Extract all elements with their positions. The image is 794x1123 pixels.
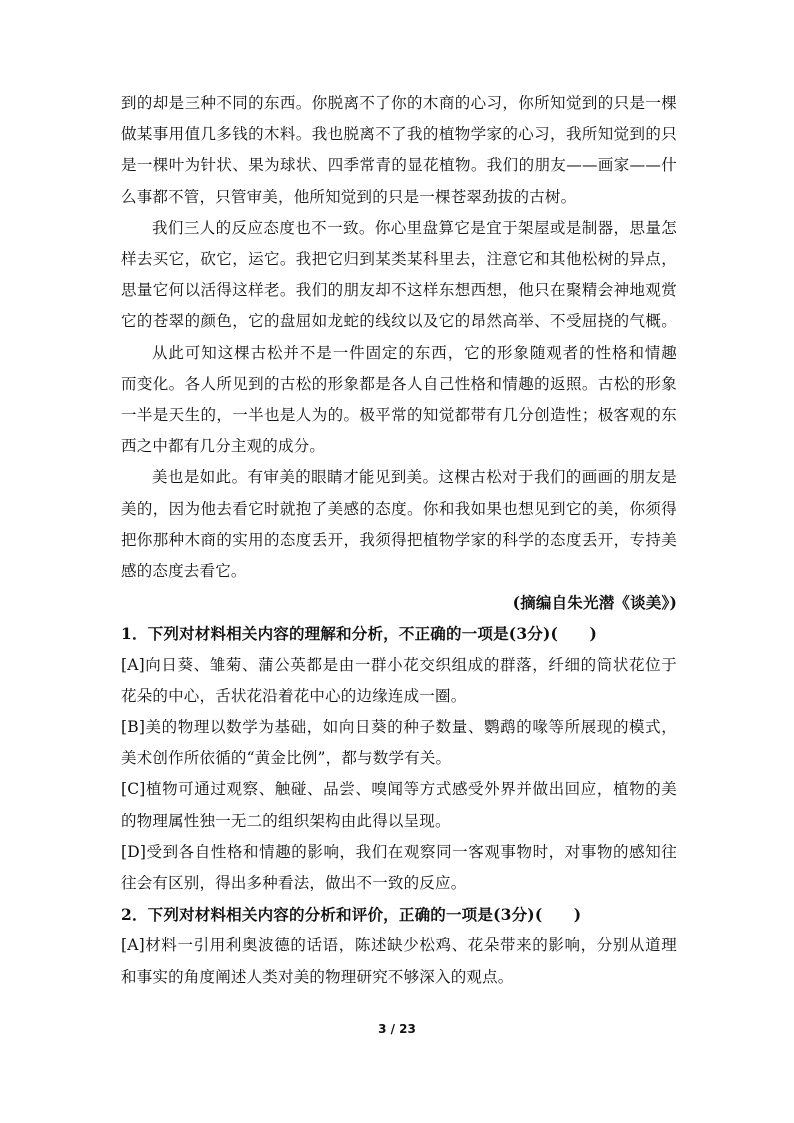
text-line: 做某事用值几多钱的木料。我也脱离不了我的植物学家的心习，我所知觉到的只	[121, 125, 677, 144]
question-2-option-a-cont: 和事实的角度阐述人类对美的物理研究不够深入的观点。	[121, 967, 514, 986]
page-number: 3 / 23	[378, 1022, 416, 1036]
text-line: 把你那种木商的实用的态度丢开，我须得把植物学家的科学的态度丢开，专持美	[121, 530, 677, 549]
text-line: 感的态度去看它。	[121, 562, 247, 580]
question-1-option-d: [D]受到各自性格和情趣的影响，我们在观察同一客观事物时，对事物的感知往	[121, 842, 677, 861]
source-citation: (摘编自朱光潜《谈美》)	[512, 593, 677, 613]
text-line: 美也是如此。有审美的眼睛才能见到美。这棵古松对于我们的画画的朋友是	[152, 468, 677, 487]
text-line: 从此可知这棵古松并不是一件固定的东西，它的形象随观者的性格和情趣	[152, 343, 677, 362]
text-line: 西之中都有几分主观的成分。	[121, 437, 326, 456]
text-line: 是一棵叶为针状、果为球状、四季常青的显花植物。我们的朋友——画家——什	[121, 156, 677, 175]
question-1-option-b-cont: 美术创作所依循的“黄金比例”，都与数学有关。	[121, 749, 452, 768]
text-line: 思量它何以活得这样老。我们的朋友却不这样东想西想，他只在聚精会神地观赏	[121, 281, 677, 300]
question-2-stem: 2．下列对材料相关内容的分析和评价，正确的一项是(3分)( )	[121, 905, 582, 925]
text-line: 我们三人的反应态度也不一致。你心里盘算它是宜于架屋或是制器，思量怎	[152, 218, 677, 237]
text-line: 一半是天生的，一半也是人为的。极平常的知觉都带有几分创造性；极客观的东	[121, 406, 677, 424]
question-1-option-a: [A]向日葵、雏菊、蒲公英都是由一群小花交织组成的群落，纤细的筒状花位于	[121, 655, 677, 674]
question-1-stem: 1．下列对材料相关内容的理解和分析，不正确的一项是(3分)( )	[121, 624, 598, 644]
question-1-option-c: [C]植物可通过观察、触碰、品尝、嗅闻等方式感受外界并做出回应，植物的美	[121, 780, 677, 799]
text-line: 美的，因为他去看它时就抱了美感的态度。你和我如果也想见到它的美，你须得	[121, 499, 677, 518]
question-1-option-a-cont: 花朵的中心，舌状花沿着花中心的边缘连成一圈。	[121, 686, 467, 705]
text-line: 而变化。各人所见到的古松的形象都是各人自己性格和情趣的返照。古松的形象	[121, 374, 677, 393]
text-line: 到的却是三种不同的东西。你脱离不了你的木商的心习，你所知觉到的只是一棵	[121, 94, 677, 112]
question-1-option-b: [B]美的物理以数学为基础，如向日葵的种子数量、鹦鹉的喙等所展现的模式，	[121, 718, 677, 736]
text-line: 样去买它，砍它，运它。我把它归到某类某科里去，注意它和其他松树的异点，	[121, 250, 677, 268]
text-line: 它的苍翠的颜色，它的盘屈如龙蛇的线纹以及它的昂然高举、不受屈挠的气概。	[121, 312, 677, 331]
question-2-option-a: [A]材料一引用利奥波德的话语，陈述缺少松鸡、花朵带来的影响，分别从道理	[121, 936, 677, 955]
question-1-option-d-cont: 往会有区别，得出多种看法，做出不一致的反应。	[121, 874, 467, 892]
question-1-option-c-cont: 的物理属性独一无二的组织架构由此得以呈现。	[121, 811, 451, 830]
text-line: 么事都不管，只管审美，他所知觉到的只是一棵苍翠劲拔的古树。	[121, 187, 577, 206]
